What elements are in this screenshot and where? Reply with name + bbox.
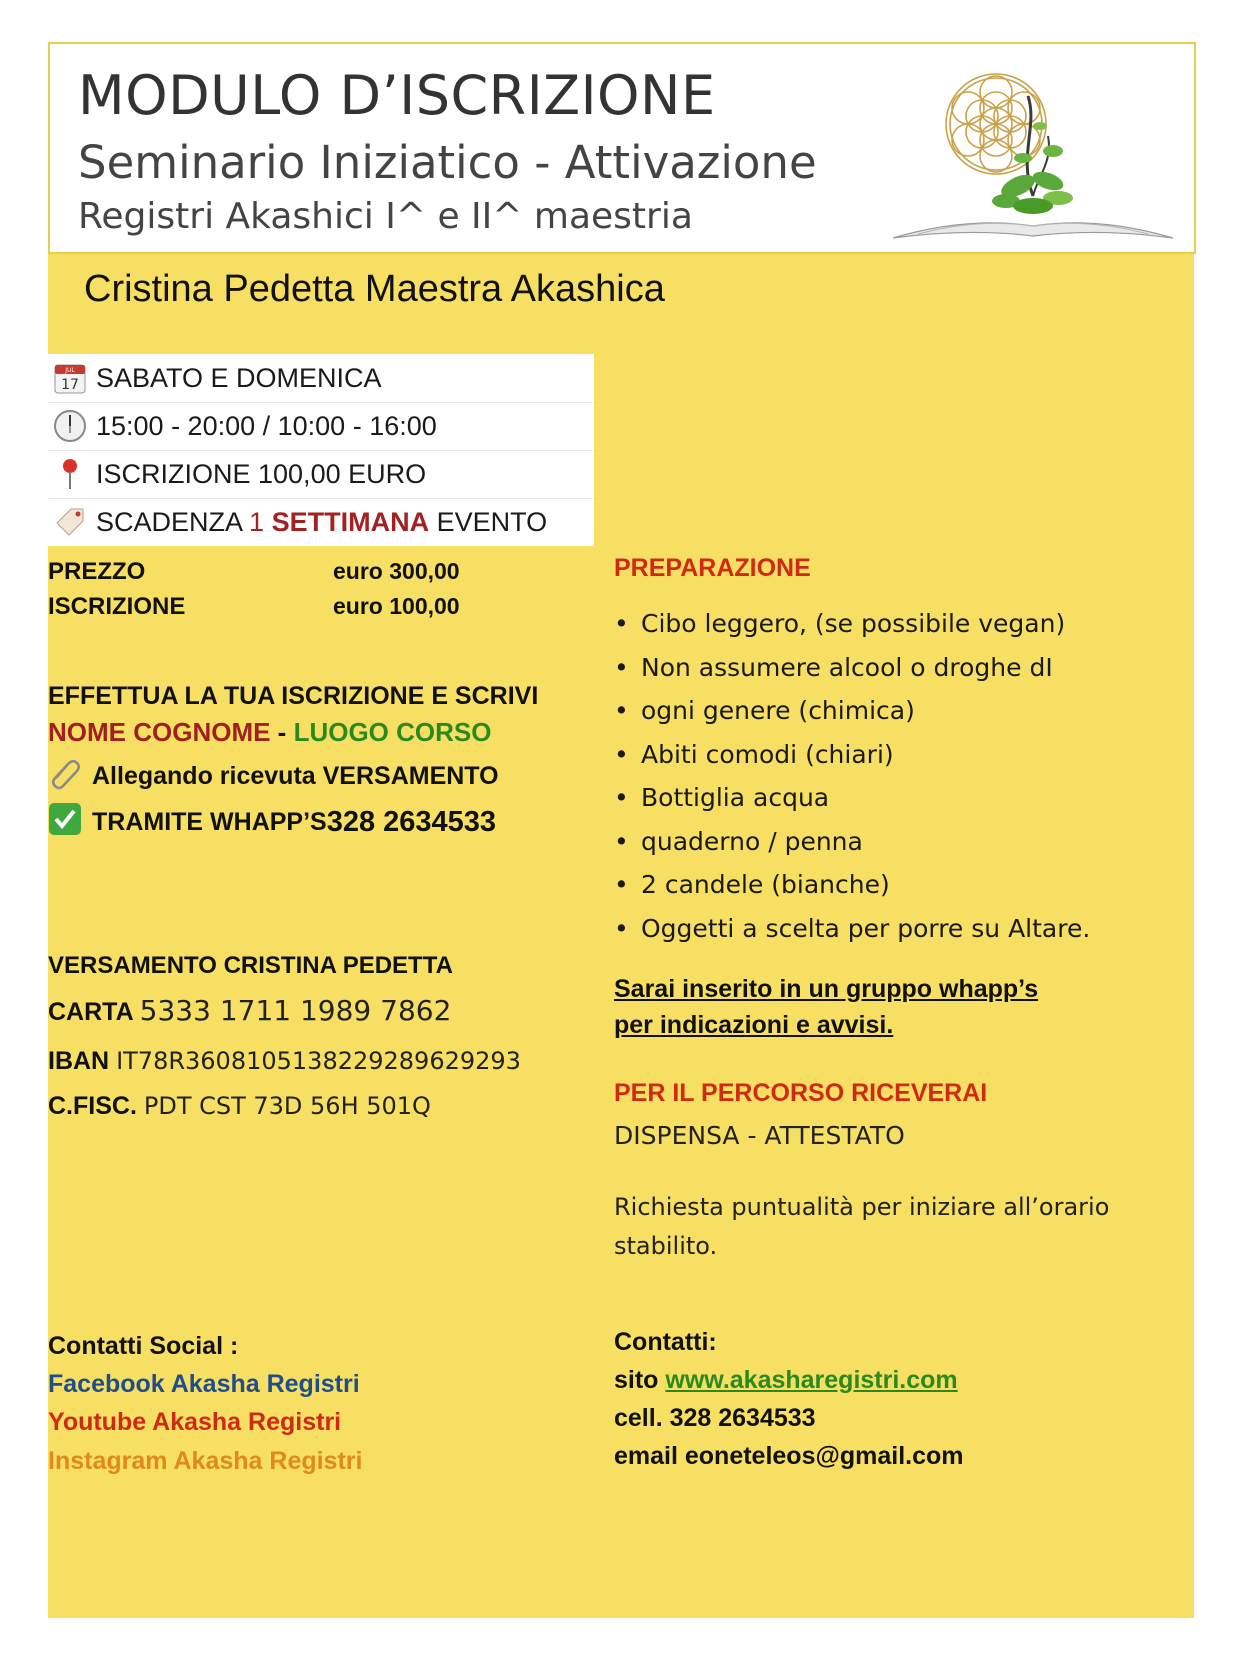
page-title: MODULO D’ISCRIZIONE — [78, 64, 716, 127]
youtube-link[interactable]: Youtube Akasha Registri — [48, 1408, 342, 1436]
cell-line: cell. 328 2634533 — [614, 1404, 816, 1432]
preparation-item — [614, 782, 1090, 826]
iban-line: IBAN IT78R3608105138229289629293 — [48, 1047, 521, 1075]
preparation-item-text: Bottiglia acqua — [641, 783, 830, 812]
seminar-title: Seminario Iniziatico - Attivazione — [78, 136, 817, 189]
event-row-deadline — [48, 498, 594, 546]
preparation-item-text: Non assumere alcool o droghe dI — [641, 652, 1053, 682]
preparation-title: PREPARAZIONE — [614, 554, 811, 582]
deadline-prefix: SCADENZA — [96, 506, 250, 537]
contacts-title: Contatti: — [614, 1328, 717, 1356]
punctuality-note: Richiesta puntualità per iniziare all’orario stabilito. — [614, 1193, 1110, 1260]
iban-value: IT78R3608105138229289629293 — [116, 1047, 521, 1075]
instructions-fields: NOME COGNOME - LUOGO CORSO — [48, 717, 492, 747]
card-line: CARTA 5333 1711 1989 7862 — [48, 994, 452, 1027]
header-banner — [48, 42, 1196, 254]
tag-icon — [50, 502, 90, 542]
flower-of-life-book-logo — [888, 66, 1178, 246]
preparation-item — [614, 826, 1090, 870]
instructions-heading: EFFETTUA LA TUA ISCRIZIONE E SCRIVI — [48, 682, 539, 710]
whatsapp-line: TRAMITE WHAPP’S 328 2634533 — [48, 802, 496, 843]
registration-label: ISCRIZIONE — [48, 593, 186, 620]
email-line[interactable]: email eoneteleos@gmail.com — [614, 1442, 964, 1470]
bullet-icon: • — [614, 870, 629, 899]
price-value: euro 300,00 — [333, 558, 460, 584]
deadline-number: 1 — [249, 506, 265, 537]
event-hours: 15:00 - 20:00 / 10:00 - 16:00 — [96, 410, 437, 441]
preparation-item-text: Oggetti a scelta per porre su Altare. — [641, 913, 1091, 943]
registration-value: euro 100,00 — [333, 593, 460, 619]
whatsapp-number: 328 2634533 — [326, 806, 497, 838]
preparation-item-text: quaderno / penna — [641, 826, 863, 856]
event-days: SABATO E DOMENICA — [96, 362, 382, 393]
preparation-item — [614, 869, 1090, 913]
paperclip-icon — [48, 756, 86, 797]
preparation-item-text: ogni genere (chimica) — [641, 696, 915, 725]
bullet-icon: • — [614, 826, 629, 856]
tax-code-value: PDT CST 73D 56H 501Q — [143, 1092, 431, 1120]
facebook-link[interactable]: Facebook Akasha Registri — [48, 1370, 360, 1398]
instagram-link[interactable]: Instagram Akasha Registri — [48, 1447, 363, 1475]
group-notice-line1: Sarai inserito in un gruppo whapp’s — [614, 975, 1039, 1003]
preparation-list — [614, 608, 1090, 956]
event-row-days — [48, 354, 594, 403]
bullet-icon: • — [614, 783, 629, 812]
preparation-item — [614, 739, 1090, 783]
bullet-icon: • — [614, 739, 629, 769]
preparation-item-text: Abiti comodi (chiari) — [641, 739, 894, 769]
preparation-item-text: 2 candele (bianche) — [641, 870, 890, 899]
price-label: PREZZO — [48, 558, 146, 585]
event-fee: ISCRIZIONE 100,00 EURO — [96, 458, 427, 489]
course-receive-title: PER IL PERCORSO RICEVERAI — [614, 1079, 988, 1107]
calendar-day: 17 — [61, 377, 79, 393]
deadline-unit: SETTIMANA — [271, 506, 430, 537]
checkmark-icon — [48, 802, 86, 843]
preparation-item — [614, 913, 1090, 957]
calendar-icon — [50, 358, 90, 398]
bullet-icon: • — [614, 913, 629, 943]
flyer-page — [48, 42, 1194, 1618]
bullet-icon: • — [614, 652, 629, 682]
site-line: sito www.akasharegistri.com — [614, 1366, 958, 1394]
social-title: Contatti Social : — [48, 1332, 239, 1360]
preparation-item-text: Cibo leggero, (se possibile vegan) — [641, 609, 1066, 638]
event-info-box — [48, 354, 594, 546]
attach-receipt: Allegando ricevuta VERSAMENTO — [48, 756, 499, 797]
event-row-hours — [48, 402, 594, 451]
name-field-label: NOME COGNOME — [48, 717, 271, 747]
payment-title: VERSAMENTO CRISTINA PEDETTA — [48, 952, 453, 979]
course-receive-items: DISPENSA - ATTESTATO — [614, 1121, 905, 1150]
teacher-name: Cristina Pedetta Maestra Akashica — [84, 268, 665, 310]
seminar-subtitle: Registri Akashici I^ e II^ maestria — [78, 196, 693, 237]
preparation-item — [614, 652, 1090, 696]
deadline-suffix: EVENTO — [429, 506, 548, 537]
group-notice-line2: per indicazioni e avvisi. — [614, 1011, 894, 1039]
card-number: 5333 1711 1989 7862 — [139, 994, 452, 1027]
bullet-icon: • — [614, 609, 629, 638]
place-field-label: LUOGO CORSO — [293, 717, 492, 747]
pushpin-icon — [50, 454, 90, 494]
preparation-item — [614, 608, 1090, 652]
clock-icon — [50, 406, 90, 446]
bullet-icon: • — [614, 696, 629, 725]
tax-code-line: C.FISC. PDT CST 73D 56H 501Q — [48, 1092, 431, 1120]
calendar-month: JUL — [65, 367, 75, 374]
preparation-item — [614, 695, 1090, 739]
website-link[interactable]: www.akasharegistri.com — [665, 1366, 958, 1394]
event-row-fee — [48, 450, 594, 499]
